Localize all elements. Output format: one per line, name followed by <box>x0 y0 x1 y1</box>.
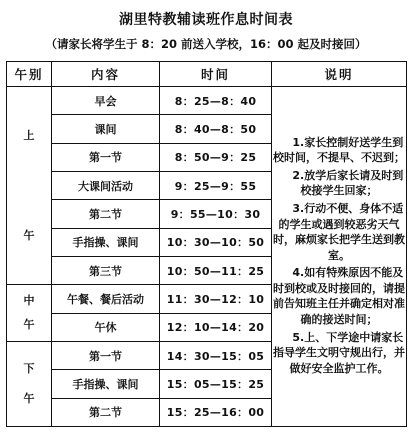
row-time: 8：40—8：50 <box>160 115 272 143</box>
row-time: 10：50—11：25 <box>160 256 272 284</box>
notes-cell <box>272 87 407 427</box>
row-content: 第二节 <box>52 398 160 426</box>
header-content: 内容 <box>52 62 160 87</box>
row-content: 早会 <box>52 87 160 115</box>
row-time: 12：10—14：20 <box>160 313 272 341</box>
row-time: 9：25—9：55 <box>160 171 272 199</box>
row-time: 15：05—15：25 <box>160 370 272 398</box>
row-content: 大课间活动 <box>52 171 160 199</box>
period-afternoon-char-2: 午 <box>23 391 35 405</box>
header-notes: 说明 <box>272 62 407 87</box>
row-content: 第二节 <box>52 200 160 228</box>
row-content: 午休 <box>52 313 160 341</box>
page-title: 湖里特教辅读班作息时间表 <box>119 12 293 28</box>
note-item: 5.上、下学途中请家长指导学生文明守规出行，并做好安全监护工作。 <box>273 330 405 375</box>
schedule-table <box>6 61 407 427</box>
row-content: 第一节 <box>52 341 160 369</box>
period-noon <box>7 285 52 342</box>
page-subtitle: （请家长将学生于 8：20 前送入学校，16：00 起及时接回） <box>45 37 367 51</box>
table-row <box>7 87 407 115</box>
period-noon-char-2: 午 <box>23 318 35 332</box>
note-item: 2.放学后家长请及时到校接学生回家； <box>292 168 404 198</box>
row-time: 11：30—12：10 <box>160 285 272 313</box>
note-item: 4.如有特殊原因不能及时到校或及时接回的，请提前告知班主任并确定相对准确的接送时间； <box>273 266 405 327</box>
row-content: 手指操、课间 <box>52 370 160 398</box>
row-content: 课间 <box>52 115 160 143</box>
note-item: 1.家长控制好送学生到校时间，不提早、不迟到； <box>273 135 405 165</box>
row-content: 第一节 <box>52 143 160 171</box>
period-afternoon-char-1: 下 <box>23 361 35 375</box>
period-morning-char-2: 午 <box>23 228 35 242</box>
row-content: 第三节 <box>52 256 160 284</box>
period-morning <box>7 87 52 285</box>
header-period: 午别 <box>7 62 52 87</box>
row-time: 8：50—9：25 <box>160 143 272 171</box>
note-item: 3.行动不便、身体不适的学生或遇到较恶劣天气时，麻烦家长把学生送到教室。 <box>273 201 405 262</box>
period-noon-char-1: 中 <box>23 294 35 308</box>
row-content: 午餐、餐后活动 <box>52 285 160 313</box>
header-row <box>7 62 407 87</box>
row-content: 手指操、课间 <box>52 228 160 256</box>
period-afternoon <box>7 341 52 426</box>
row-time: 14：30—15：05 <box>160 341 272 369</box>
row-time: 8：25—8：40 <box>160 87 272 115</box>
period-morning-char-1: 上 <box>23 128 35 142</box>
row-time: 10：30—10：50 <box>160 228 272 256</box>
header-time: 时间 <box>160 62 272 87</box>
row-time: 15：25—16：00 <box>160 398 272 426</box>
row-time: 9：55—10：30 <box>160 200 272 228</box>
